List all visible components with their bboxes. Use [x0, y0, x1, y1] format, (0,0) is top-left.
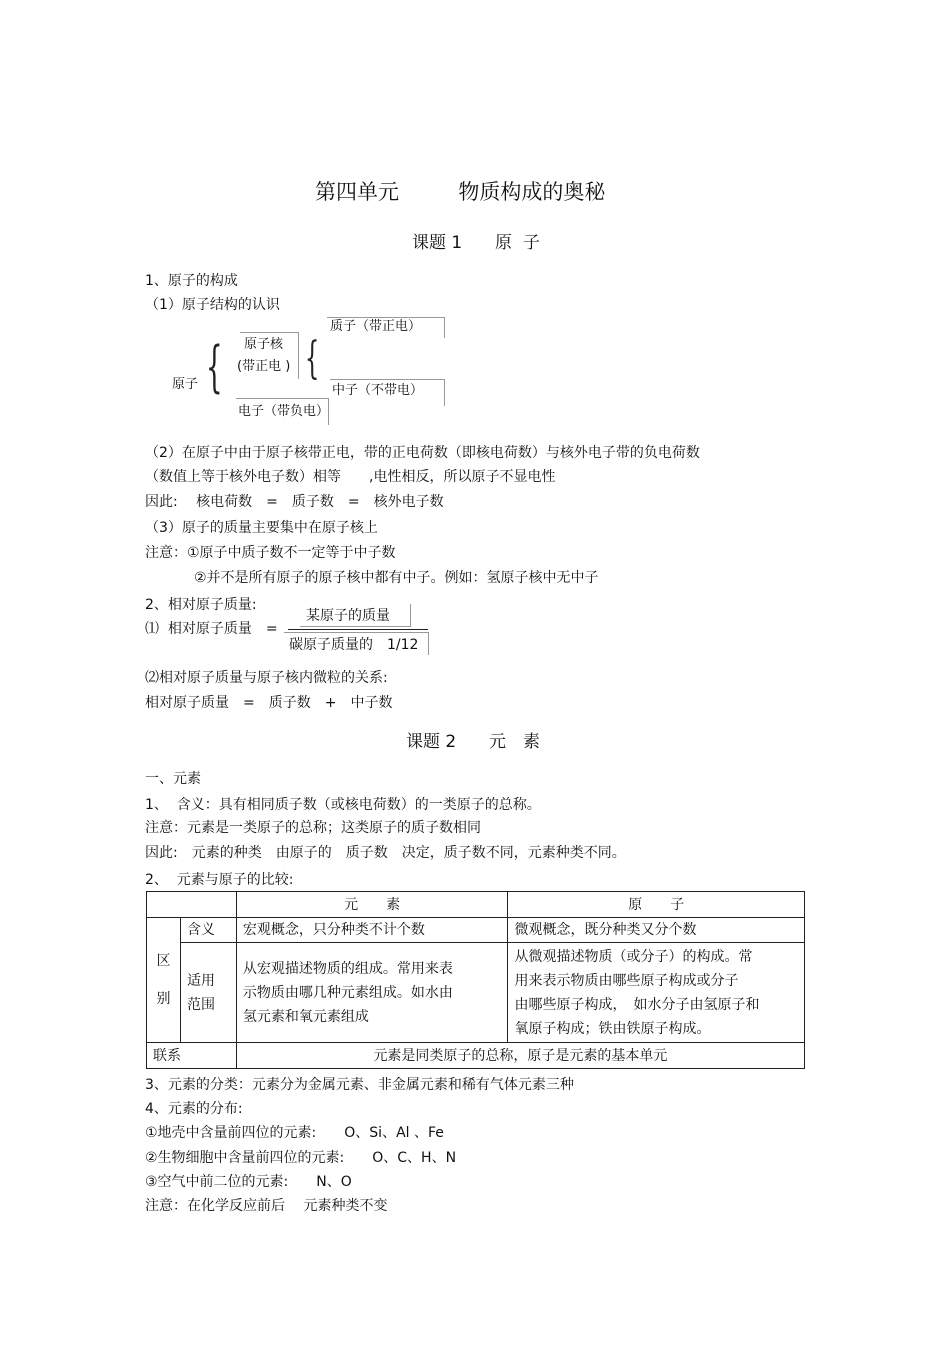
table-header-atom: 原 子 [508, 892, 805, 918]
paragraph-charge-line1: （2）在原子中由于原子核带正电，带的正电荷数（即核电荷数）与核外电子带的负电荷数 [145, 445, 700, 461]
distribution-crust: ①地壳中含量前四位的元素: O、Si、Al 、Fe [145, 1125, 444, 1141]
table-row2-element: 从宏观描述物质的组成。常用来表 示物质由哪几种元素组成。如水由 氢元素和氧元素组成 [236, 943, 508, 1043]
note-hydrogen: ②并不是所有原子的原子核中都有中子。例如：氢原子核中无中子 [194, 570, 599, 586]
page-title [315, 179, 605, 205]
section-relative-mass-relation: ⑵相对原子质量与原子核内微粒的关系: [145, 670, 388, 686]
lesson2-name: 元 素 [489, 732, 541, 752]
table-corner-cell [147, 892, 237, 918]
charge-equation: 因此: 核电荷数 = 质子数 = 核外电子数 [145, 494, 444, 510]
table-row1-element: 宏观概念，只分种类不计个数 [236, 918, 508, 943]
paragraph-mass: （3）原子的质量主要集中在原子核上 [145, 520, 378, 536]
distribution-cell: ②生物细胞中含量前四位的元素: O、C、H、N [145, 1150, 457, 1166]
table-link-label: 联系 [147, 1043, 237, 1069]
fraction-bar [288, 629, 428, 630]
formula-left: ⑴ 相对原子质量 = [145, 621, 278, 637]
formula-denominator: 碳原子质量的 1/12 [289, 637, 419, 653]
table-row [147, 943, 805, 1043]
note-proton-neutron: 注意：①原子中质子数不一定等于中子数 [145, 545, 396, 561]
element-note: 注意：元素是一类原子的总称；这类原子的质子数相同 [145, 820, 481, 836]
table-row1-label: 含义 [180, 918, 236, 943]
paragraph-charge-line2: （数值上等于核外电子数）相等 ,电性相反，所以原子不显电性 [145, 469, 556, 485]
element-therefore: 因此: 元素的种类 由原子的 质子数 决定，质子数不同，元素种类不同。 [145, 845, 626, 861]
table-row [147, 1043, 805, 1069]
lesson1-name: 原 子 [495, 233, 540, 253]
table-header-row [147, 892, 805, 918]
element-conservation-note: 注意：在化学反应前后 元素种类不变 [145, 1198, 388, 1214]
table-link-text: 元素是同类原子的总称，原子是元素的基本单元 [236, 1043, 804, 1069]
unit-name: 物质构成的奥秘 [458, 180, 606, 204]
unit-number: 第四单元 [315, 180, 399, 204]
lesson2-label: 课题 2 [406, 732, 457, 752]
table-row2-label: 适用 范围 [180, 943, 236, 1043]
table-row1-atom: 微观概念，既分种类又分个数 [508, 918, 805, 943]
table-row2-atom: 从微观描述物质（或分子）的构成。常 用来表示物质由哪些原子构成或分子 由哪些原子构成， 如水分子由氢原子和 氧原子构成；铁由铁原子构成。 [508, 943, 805, 1043]
diagram-neutron: 中子（不带电） [332, 383, 424, 398]
lesson1-heading [412, 232, 540, 254]
section-atom-structure: 1、原子的构成 [145, 273, 238, 289]
diagram-nucleus: 原子核 [244, 337, 284, 352]
table-header-element: 元 素 [236, 892, 508, 918]
subsection-atom-structure: （1）原子结构的认识 [145, 297, 280, 313]
relative-mass-equation: 相对原子质量 = 质子数 + 中子数 [145, 695, 393, 711]
lesson1-label: 课题 1 [412, 233, 463, 253]
section-comparison: 2、 元素与原子的比较: [145, 872, 294, 888]
element-definition: 1、 含义：具有相同质子数（或核电荷数）的一类原子的总称。 [145, 797, 541, 813]
lesson2-heading [406, 731, 540, 753]
formula-numerator: 某原子的质量 [306, 608, 390, 624]
inner-brace-icon: { [304, 332, 320, 384]
element-classification: 3、元素的分类：元素分为金属元素、非金属元素和稀有气体元素三种 [145, 1077, 574, 1093]
table-row [147, 918, 805, 943]
diagram-electron: 电子（带负电） [238, 404, 330, 419]
element-atom-comparison-table [146, 891, 805, 1069]
left-brace-icon: { [205, 334, 223, 400]
table-diff-label: 区 别 [147, 918, 181, 1043]
diagram-proton: 质子（带正电） [330, 319, 422, 334]
section-relative-mass: 2、相对原子质量: [145, 597, 257, 613]
distribution-air: ③空气中前二位的元素: N、O [145, 1174, 352, 1190]
section-distribution: 4、元素的分布: [145, 1101, 243, 1117]
diagram-atom-label: 原子 [172, 377, 199, 392]
section-element: 一、元素 [145, 771, 201, 787]
diagram-nucleus-charge: (带正电 ) [237, 359, 291, 374]
